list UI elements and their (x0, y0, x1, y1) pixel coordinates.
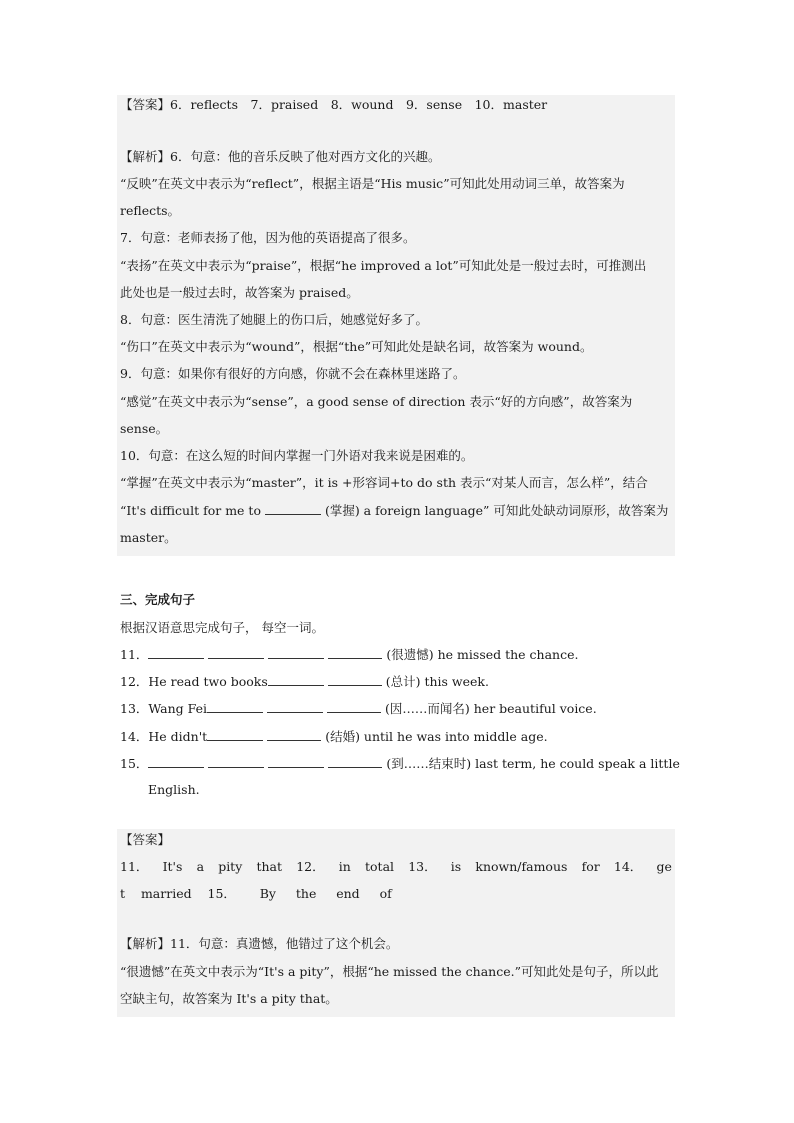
answer-blank (328, 646, 382, 659)
analysis-line: sense。 (120, 421, 169, 436)
analysis-line: 7．句意：老师表扬了他，因为他的英语提高了很多。 (120, 230, 416, 245)
analysis-line: 空缺主句，故答案为 It's a pity that。 (120, 991, 338, 1006)
answer-blank (265, 502, 321, 515)
analysis-line: “掌握”在英文中表示为“master”，it is +形容词+to do sth 表示“对某人而言，怎么样”，结合 (120, 475, 648, 490)
answer-word: 11． (120, 859, 149, 874)
question-13 (120, 700, 597, 718)
answer-word: pity (218, 859, 243, 874)
question-number: 13． (120, 701, 149, 716)
answer-word: for (581, 859, 600, 874)
question-number: 15． (120, 756, 149, 771)
analysis-line: 10．句意：在这么短的时间内掌握一门外语对我来说是困难的。 (120, 448, 474, 463)
question-text: He didn't (148, 729, 208, 744)
answer-blank (267, 700, 323, 713)
section-instruction: 根据汉语意思完成句子， 每空一词。 (120, 620, 324, 635)
answer-word: ge (656, 859, 672, 874)
q10-text-post: (掌握) a foreign language” 可知此处缺动词原形，故答案为 (324, 503, 669, 518)
analysis-line: 9．句意：如果你有很好的方向感，你就不会在森林里迷路了。 (120, 366, 466, 381)
answer-word: It's (162, 859, 183, 874)
analysis-line: 【解析】6．句意：他的音乐反映了他对西方文化的兴趣。 (120, 149, 441, 164)
answer-word: that (256, 859, 283, 874)
answer-blank (328, 673, 382, 686)
answer-word: known/famous (475, 859, 568, 874)
analysis-line: master。 (120, 530, 177, 545)
answer-word: is (450, 859, 462, 874)
answer-word: t (120, 886, 126, 901)
question-text: He read two books (148, 674, 268, 689)
answer-word: 12． (296, 859, 325, 874)
analysis-line: 此处也是一般过去时，故答案为 praised。 (120, 285, 359, 300)
analysis-line: “很遗憾”在英文中表示为“It's a pity”，根据“he missed the chance.”可知此处是句子，所以此 (120, 964, 659, 979)
analysis-line: “感觉”在英文中表示为“sense”，a good sense of direction 表示“好的方向感”，故答案为 (120, 394, 633, 409)
answer-blank (268, 755, 324, 768)
question-hint: (总计) this week. (385, 674, 489, 689)
analysis-line: reflects。 (120, 203, 181, 218)
answer-blank (268, 673, 324, 686)
answer-blank (207, 700, 263, 713)
answer-word: a (196, 859, 205, 874)
answer-word: end (336, 886, 360, 901)
answer-blank (268, 646, 324, 659)
question-12 (120, 673, 489, 691)
answer-word: By (259, 886, 276, 901)
question-number: 11． (120, 647, 149, 662)
analysis-line: 8．句意：医生清洗了她腿上的伤口后，她感觉好多了。 (120, 312, 428, 327)
answer-label: 【答案】 (120, 832, 171, 847)
answer-word: total (365, 859, 395, 874)
answer-blank (267, 728, 321, 741)
answer-blank (328, 755, 382, 768)
question-hint: (因……而闻名) her beautiful voice. (385, 701, 597, 716)
question-hint: (很遗憾) he missed the chance. (386, 647, 579, 662)
answer-line-1: 【答案】6．reflects 7．praised 8．wound 9．sense 10．master (120, 97, 548, 112)
analysis-line: “反映”在英文中表示为“reflect”，根据主语是“His music”可知此处用动词三单，故答案为 (120, 176, 625, 191)
answer-word: 15． (207, 886, 236, 901)
question-15-continued: English. (148, 782, 200, 797)
answer-word: in (338, 859, 351, 874)
analysis-line-q10 (120, 502, 668, 520)
section-title: 三、完成句子 (120, 592, 196, 607)
answer-blank (148, 755, 204, 768)
answer-blank (327, 700, 381, 713)
question-hint: (到……结束时) last term, he could speak a little (386, 756, 680, 771)
analysis-line: 【解析】11．句意：真遗憾，他错过了这个机会。 (120, 936, 399, 951)
q10-text-pre: “It's difficult for me to (120, 503, 265, 518)
answer-word: married (140, 886, 192, 901)
answer-line-2b (120, 885, 392, 903)
question-number: 14． (120, 729, 149, 744)
question-hint: (结婚) until he was into middle age. (325, 729, 548, 744)
question-11 (120, 646, 578, 664)
question-15 (120, 755, 680, 773)
answer-blank (148, 646, 204, 659)
question-text: Wang Fei (148, 701, 208, 716)
answer-blank (207, 728, 263, 741)
answer-blank (208, 755, 264, 768)
answer-word: 13． (408, 859, 437, 874)
answer-word: of (379, 886, 392, 901)
analysis-line: “表扬”在英文中表示为“praise”，根据“he improved a lot”可知此处是一般过去时，可推测出 (120, 258, 647, 273)
question-number: 12． (120, 674, 149, 689)
question-14 (120, 728, 548, 746)
answer-word: the (295, 886, 317, 901)
answer-blank (208, 646, 264, 659)
analysis-line: “伤口”在英文中表示为“wound”，根据“the”可知此处是缺名词，故答案为 wound。 (120, 339, 593, 354)
answer-word: 14． (613, 859, 643, 874)
answer-line-2a (120, 858, 672, 876)
